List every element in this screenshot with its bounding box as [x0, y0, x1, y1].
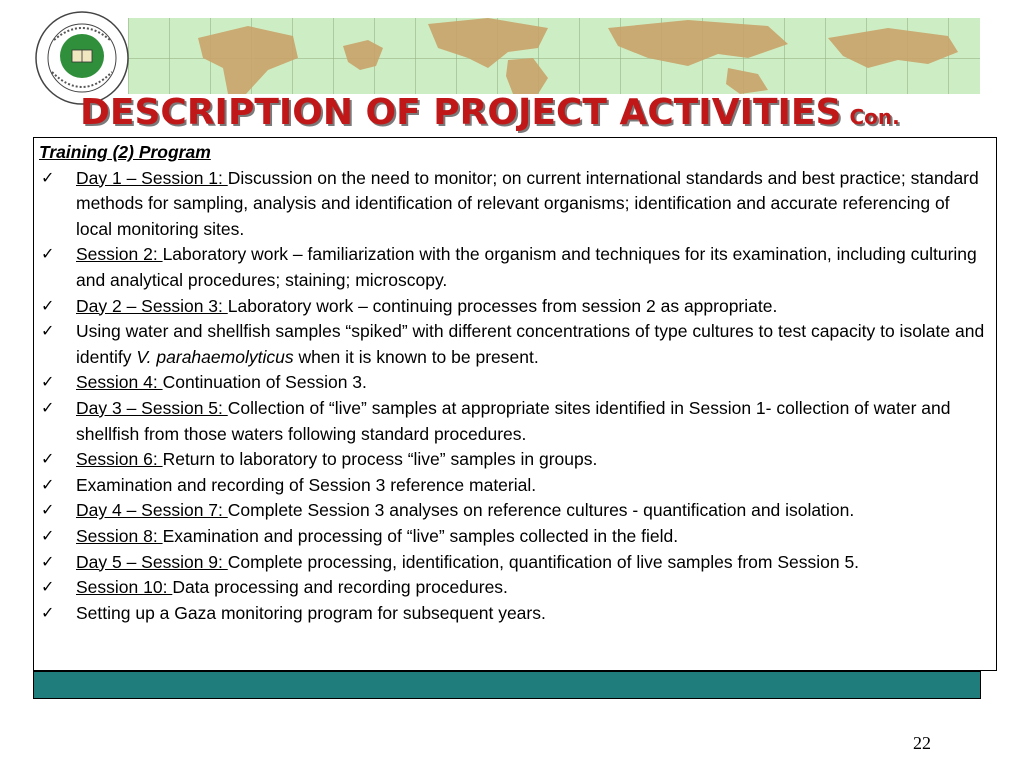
- checkmark-icon: ✓: [41, 246, 55, 264]
- list-item: [39, 447, 990, 473]
- footer-bar: [33, 671, 981, 699]
- item-text: Laboratory work – familiarization with the organism and techniques for its examination, including culturing and analytical procedures; staining; microscopy.: [76, 244, 977, 290]
- checkmark-icon: ✓: [41, 579, 55, 597]
- list-item: [39, 473, 990, 499]
- item-text: Complete processing, identification, quantification of live samples from Session 5.: [227, 551, 860, 572]
- activity-list: [39, 166, 990, 627]
- item-text: Examination and processing of “live” samples collected in the field.: [162, 525, 679, 546]
- list-item: [39, 166, 990, 243]
- session-label: Day 5 – Session 9:: [76, 551, 228, 572]
- session-label: Day 3 – Session 5:: [76, 397, 228, 418]
- item-text: Examination and recording of Session 3 reference material.: [76, 474, 537, 495]
- page-number: 22: [913, 733, 931, 753]
- checkmark-icon: ✓: [41, 169, 55, 187]
- list-item: [39, 319, 990, 370]
- checkmark-icon: ✓: [41, 297, 55, 315]
- title-text: DESCRIPTION OF PROJECT ACTIVITIES: [80, 92, 842, 133]
- list-item: [39, 550, 990, 576]
- item-text: Collection of “live” samples at appropriate sites identified in Session 1- collection of water and shellfish from those waters following standard procedures.: [76, 397, 951, 444]
- item-text: Return to laboratory to process “live” samples in groups.: [162, 449, 598, 470]
- session-label: Session 4:: [76, 372, 163, 393]
- item-text: Using water and shellfish samples “spiked” with different concentrations of type cultures to test capacity to isolate and identify: [76, 321, 985, 367]
- checkmark-icon: ✓: [41, 502, 55, 520]
- session-label: Day 1 – Session 1:: [76, 167, 228, 188]
- world-map-banner: [128, 18, 980, 94]
- list-item: [39, 575, 990, 601]
- item-text: Continuation of Session 3.: [162, 372, 367, 393]
- checkmark-icon: ✓: [41, 527, 55, 545]
- item-text: Data processing and recording procedures.: [172, 577, 508, 598]
- session-label: Session 2:: [76, 244, 163, 265]
- checkmark-icon: ✓: [41, 553, 55, 571]
- list-item: [39, 242, 990, 293]
- content-box: [33, 137, 997, 671]
- list-item: [39, 396, 990, 447]
- list-item: [39, 370, 990, 396]
- list-item: [39, 601, 990, 627]
- session-label: Day 4 – Session 7:: [76, 500, 228, 521]
- checkmark-icon: ✓: [41, 374, 55, 392]
- checkmark-icon: ✓: [41, 476, 55, 494]
- section-heading: Training (2) Program: [39, 142, 211, 162]
- item-text-after: when it is known to be present.: [293, 346, 539, 367]
- session-label: Session 8:: [76, 525, 163, 546]
- session-label: Session 6:: [76, 449, 163, 470]
- item-text: Setting up a Gaza monitoring program for subsequent years.: [76, 602, 546, 623]
- checkmark-icon: ✓: [41, 323, 55, 341]
- checkmark-icon: ✓: [41, 399, 55, 417]
- list-item: [39, 498, 990, 524]
- list-item: [39, 294, 990, 320]
- item-text: Laboratory work – continuing processes from session 2 as appropriate.: [227, 295, 778, 316]
- checkmark-icon: ✓: [41, 604, 55, 622]
- world-map-icon: [128, 18, 980, 94]
- item-text: Complete Session 3 analyses on reference cultures - quantification and isolation.: [227, 500, 855, 521]
- session-label: Day 2 – Session 3:: [76, 295, 228, 316]
- checkmark-icon: ✓: [41, 451, 55, 469]
- title-suffix: Con.: [849, 105, 900, 129]
- session-label: Session 10:: [76, 577, 173, 598]
- slide-title: [80, 92, 900, 133]
- item-text: Discussion on the need to monitor; on current international standards and best practice; standard methods for sampling, analysis and identification of relevant organisms; identification and accurate referencing of local monitoring sites.: [76, 167, 979, 239]
- species-name: V. parahaemolyticus: [136, 346, 294, 367]
- list-item: [39, 524, 990, 550]
